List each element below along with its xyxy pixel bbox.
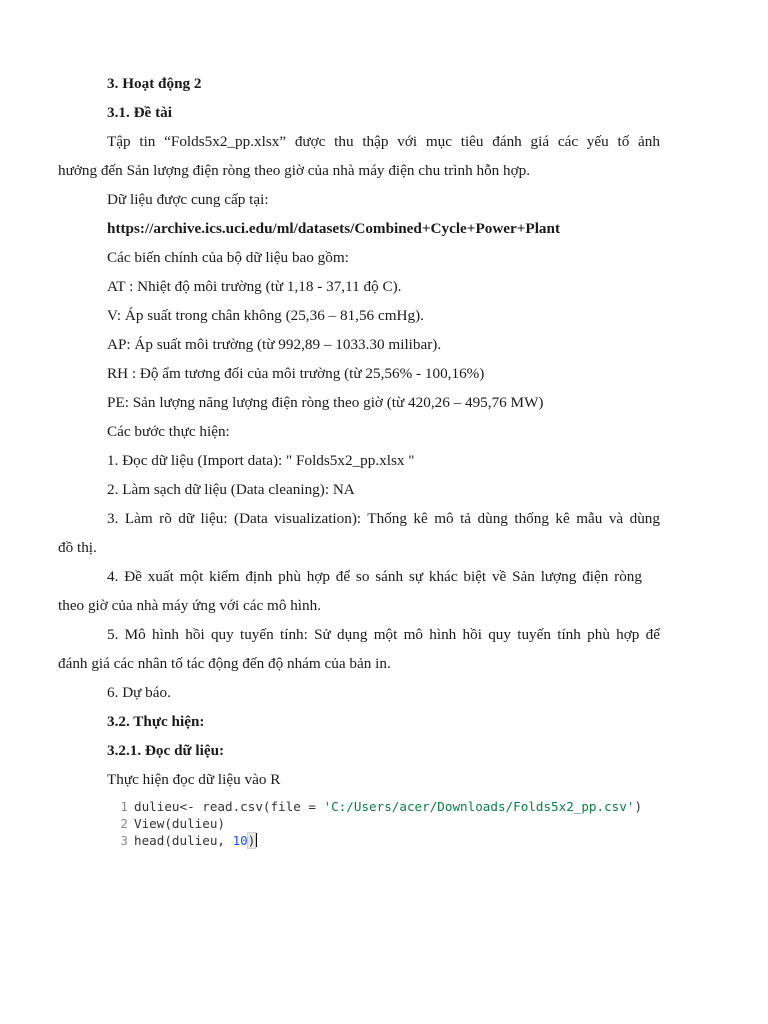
code-number: 10: [232, 833, 248, 848]
intro-paragraph-line-1: Tập tin “Folds5x2_pp.xlsx” được thu thập với mục tiêu đánh giá các yếu tố ảnh: [107, 133, 660, 150]
step-3-line-1: 3. Làm rõ dữ liệu: (Data visualization): Thống kê mô tả dùng thống kê mẫu và dùng: [107, 510, 660, 527]
code-text: ): [634, 799, 643, 814]
step-6: 6. Dự báo.: [107, 684, 171, 701]
variables-intro: Các biến chính của bộ dữ liệu bao gồm:: [107, 249, 349, 266]
data-source-label: Dữ liệu được cung cấp tại:: [107, 191, 269, 208]
step-4-line-1: 4. Đề xuất một kiểm định phù hợp để so sánh sự khác biệt về Sản lượng điện ròng: [107, 568, 642, 585]
step-5-line-2: đánh giá các nhân tố tác động đến độ nhám của bản in.: [58, 655, 391, 672]
line-number: 3: [120, 833, 128, 848]
r-code-editor-screenshot: [106, 796, 658, 852]
subsection-heading-3-2-1: 3.2.1. Đọc dữ liệu:: [107, 742, 225, 759]
steps-intro: Các bước thực hiện:: [107, 423, 230, 440]
step-2: 2. Làm sạch dữ liệu (Data cleaning): NA: [107, 481, 355, 498]
code-text: ): [247, 833, 256, 848]
variable-ap: AP: Áp suất môi trường (từ 992,89 – 1033.30 milibar).: [107, 336, 442, 353]
step-3-line-2: đồ thị.: [58, 539, 97, 556]
step-4-line-2: theo giờ của nhà máy ứng với các mô hình.: [58, 597, 322, 614]
line-number: 1: [120, 799, 128, 814]
code-line-4-cropped: [106, 846, 284, 852]
data-source-url[interactable]: https://archive.ics.uci.edu/ml/datasets/Combined+Cycle+Power+Plant: [107, 220, 561, 237]
code-text: View(dulieu): [134, 816, 225, 831]
code-string: 'C:/Users/acer/Downloads/Folds5x2_pp.csv': [323, 799, 635, 814]
code-line-2: [106, 815, 225, 833]
read-data-intro: Thực hiện đọc dữ liệu vào R: [107, 771, 281, 788]
code-line-1: [106, 798, 642, 816]
variable-pe: PE: Sản lượng năng lượng điện ròng theo giờ (từ 420,26 – 495,76 MW): [107, 394, 544, 411]
subsection-heading-3-1: 3.1. Đề tài: [107, 104, 172, 121]
variable-v: V: Áp suất trong chân không (25,36 – 81,56 cmHg).: [107, 307, 424, 324]
text-cursor: [255, 833, 257, 847]
code-text: dulieu<- read.csv(file =: [134, 799, 324, 814]
step-1: 1. Đọc dữ liệu (Import data): " Folds5x2_pp.xlsx ": [107, 452, 415, 469]
line-number: 2: [120, 816, 128, 831]
section-heading-3: 3. Hoạt động 2: [107, 75, 202, 92]
variable-at: AT : Nhiệt độ môi trường (từ 1,18 - 37,11 độ C).: [107, 278, 402, 295]
intro-paragraph-line-2: hưởng đến Sản lượng điện ròng theo giờ của nhà máy điện chu trình hỗn hợp.: [58, 162, 531, 179]
variable-rh: RH : Độ ẩm tương đối của môi trường (từ 25,56% - 100,16%): [107, 365, 485, 382]
code-text: head(dulieu,: [134, 833, 233, 848]
step-5-line-1: 5. Mô hình hồi quy tuyến tính: Sử dụng một mô hình hồi quy tuyến tính phù hợp để: [107, 626, 660, 643]
subsection-heading-3-2: 3.2. Thực hiện:: [107, 713, 205, 730]
